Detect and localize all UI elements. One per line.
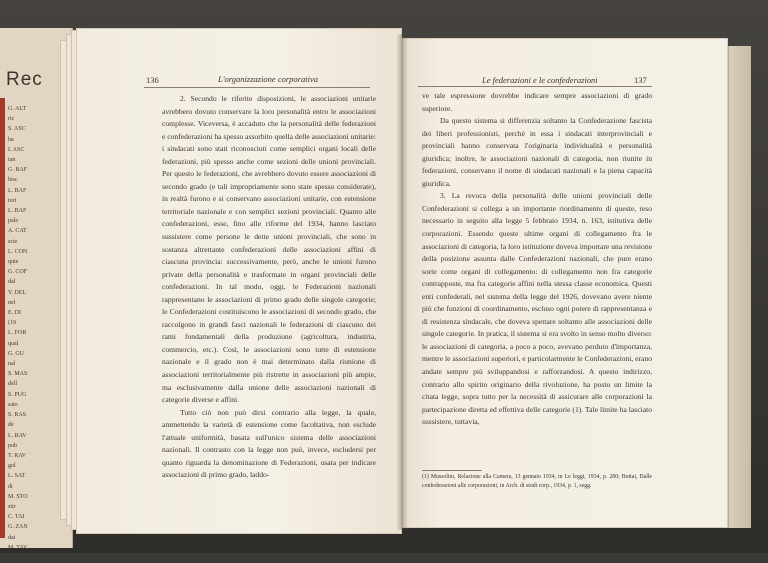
background-book-text [8,104,64,561]
background-book-line: G. ZAN [8,524,28,531]
paragraph: Da questo sistema si differenzia soltanto la Confederazione fascista dei liberi professionisti, perchè in essa i sindacati interprovinciali e provinciali hanno conservata l'originaria individualità e personalità giuridica; inoltre, le associazioni nazionali di categoria, non riunite in federazioni, conservano il nome di sindacati nazionali e la piena capacità giuridica. [422,116,652,188]
background-book-line: G. BAF [8,167,28,174]
footnote-rule [422,470,482,471]
background-book-line: L. BAF [8,187,27,194]
background-book-line: L. CON [8,248,28,255]
background-book-line: L. FOR [8,330,27,337]
background-book-line: sato [8,401,18,408]
background-book-line: pub [8,442,17,449]
red-page-edge [0,98,5,538]
background-book-line: tan [8,157,16,164]
background-book-line: nal [8,361,16,368]
background-book-line: dal [8,279,16,286]
paragraph: 2. Secondo le riferite disposizioni, le associazioni unitarie avrebbero dovuto conservare la loro personalità entro le associazioni complesse. Viceversa, è accaduto che la personalità delle federazioni e confederazioni ha spesso assorbito quella delle associazioni unitarie: i sindacati sono stati riconosciuti come semplici organi locali delle federazioni, più spesso anche come sezioni delle unioni provinciali. Per questo le federazioni, che avrebbero dovuto essere associazioni di secondo grado (e tali impropriamente sono state spesso considerate), in realtà furono e si conservano associazioni unitarie, con estensione territoriale nazionale e con semplici sezioni provinciali. Quanto alle confederazioni, esse, fino alle riforme del 1934, hanno lasciato sussistere come persone le dette unioni provinciali, che sono in sostanza altrettante confederazioni delle associazioni affini di ciascuna provincia: successivamente, però, anche le unioni furono private della personalità e trasformate in organi provinciali delle confederazioni. In tal modo, oggi, le Federazioni nazionali rappresentano le associazioni di primo grado delle singole categorie; le Confederazioni costituiscono le associazioni di secondo grado, che raccolgono in grandi fasci nazionali le federazioni di ciascuno dei rami fondamentali della produzione (agricoltura, industria, commercio, etc.). Così, le associazioni sono tutte di estensione nazionale e il grado non è mai determinato dalla riunione di associazioni territorialmente più ristrette in associazioni più ampie, ma esclusivamente dalla unione delle associazioni nazionali di categorie diverse e affini. [162,94,376,405]
footnote: (1) Mussolini, Relazione alla Camera, 13 gennaio 1934, in Le leggi, 1934, p. 280; Bottai, Dalle confederazioni alle corporazioni, in Arch. di studi corp., 1934, p. 1, segg. [422,474,652,489]
background-book-line: ha [8,136,14,143]
background-book-line: A. CAT [8,228,27,235]
background-book-line: C. TAI [8,514,25,521]
background-book-line: dai [8,534,16,541]
background-book-line: stir [8,503,16,510]
background-book-line: M. TAV [8,544,28,551]
right-page-edges [728,46,751,528]
background-book-line: tori [8,197,17,204]
background-book-line: scie [8,238,18,245]
header-rule [418,86,652,87]
background-book-line: L. BAF [8,208,27,215]
background-book-line: G. ALT [8,106,27,112]
background-book-line: quie [8,259,19,266]
background-book-line: qual [8,340,19,347]
background-book-line: G. GU [8,350,24,357]
right-page-body [422,90,652,429]
background-book-line: gol [8,463,16,470]
background-book-line: bisc [8,177,18,184]
background-book-line: dell [8,381,17,388]
right-page [402,38,728,528]
right-page-number: 137 [634,75,647,85]
background-book-title: Rec [6,69,43,90]
paragraph: Tutto ciò non può dirsi contrario alla legge, la quale, ammettendo la varietà di estensione come facoltativa, non esclude l'attuale uniformità, basata sull'unico sistema delle associazioni nazionali. Il contrasto con la legge non può, invece, escludersi per quanto riguarda la denominazione di Federazioni, usata per indicare associazioni di primo grado, laddo- [162,407,376,480]
background-book-line: S. PUG [8,391,27,398]
background-book-line: L. RAV [8,432,27,439]
background-book-line: nel [8,299,16,306]
paragraph: 3. La revoca della personalità delle unioni provinciali delle Confederazioni si collega a un importante riordinamento di queste, reso necessario in seguito alla legge 5 febbraio 1934, n. 163, istitutiva delle corporazioni. Essendo queste ultime organi di collegamento fra le associazioni di categoria, la loro istituzione doveva importare una revisione della posizione assunta dalle Confederazioni nazionali, che pure erano sorte come organi di collegamento: di collegamento non fra categorie contrapposte, ma fra categorie affini nella stessa classe economica. Questi enti confederali, nel sistema della legge del 1926, dovevano avere niente più che funzioni di coordinamento, escluso ogni potere di rappresentanza e di resistenza sindacale, che doveva spettare soltanto alle associazioni delle singole categorie. In pratica, il sistema si era svolto in senso molto diverso: le associazioni di categoria, a poco a poco, avevano perduto d'importanza, mentre le associazioni superiori, e particolarmente le Confederazioni, erano andate sempre più sviluppandosi e rafforzandosi. A questo indirizzo, contrario allo spirito originario della rivoluzione, ha posto un limite la citata legge, sopra tutto per la necessità di assicurare alle corporazioni la partecipazione diretta ed effettiva delle categorie (1). Tale limite ha lasciato sussistere, tuttavia, [422,191,652,427]
background-book-line: S. RAS [8,412,27,419]
right-running-head: Le federazioni e le confederazioni [482,75,598,85]
background-book-line: E. DI [8,310,21,317]
background-book-line: ric [8,116,15,123]
background-book-line: (19 [8,320,16,327]
background-book-line: pale [8,218,18,225]
background-book-line: T. RAV [8,452,27,459]
left-running-head: L'organizzazione corporativa [218,74,318,84]
book-gutter [396,34,408,530]
background-book-line: M. STO [8,493,28,500]
left-page-number: 136 [146,75,159,85]
header-rule [144,87,370,88]
background-book-line: I. ASC [8,146,25,153]
background-book-line: di [8,483,13,490]
background-book-line: V. DEL [8,289,27,296]
background-book-line: S. ASC [8,126,26,133]
background-book-line: L. SAT [8,473,26,480]
background-book-line: de [8,422,14,429]
background-book-line: G. COF [8,269,28,276]
left-page [76,28,402,534]
background-book-line: S. MAS [8,371,28,378]
left-page-body [162,93,376,482]
paragraph: ve tale espressione dovrebbe indicare sempre associazioni di grado superiore. [422,91,652,113]
background-book-line: ottr [8,554,17,561]
